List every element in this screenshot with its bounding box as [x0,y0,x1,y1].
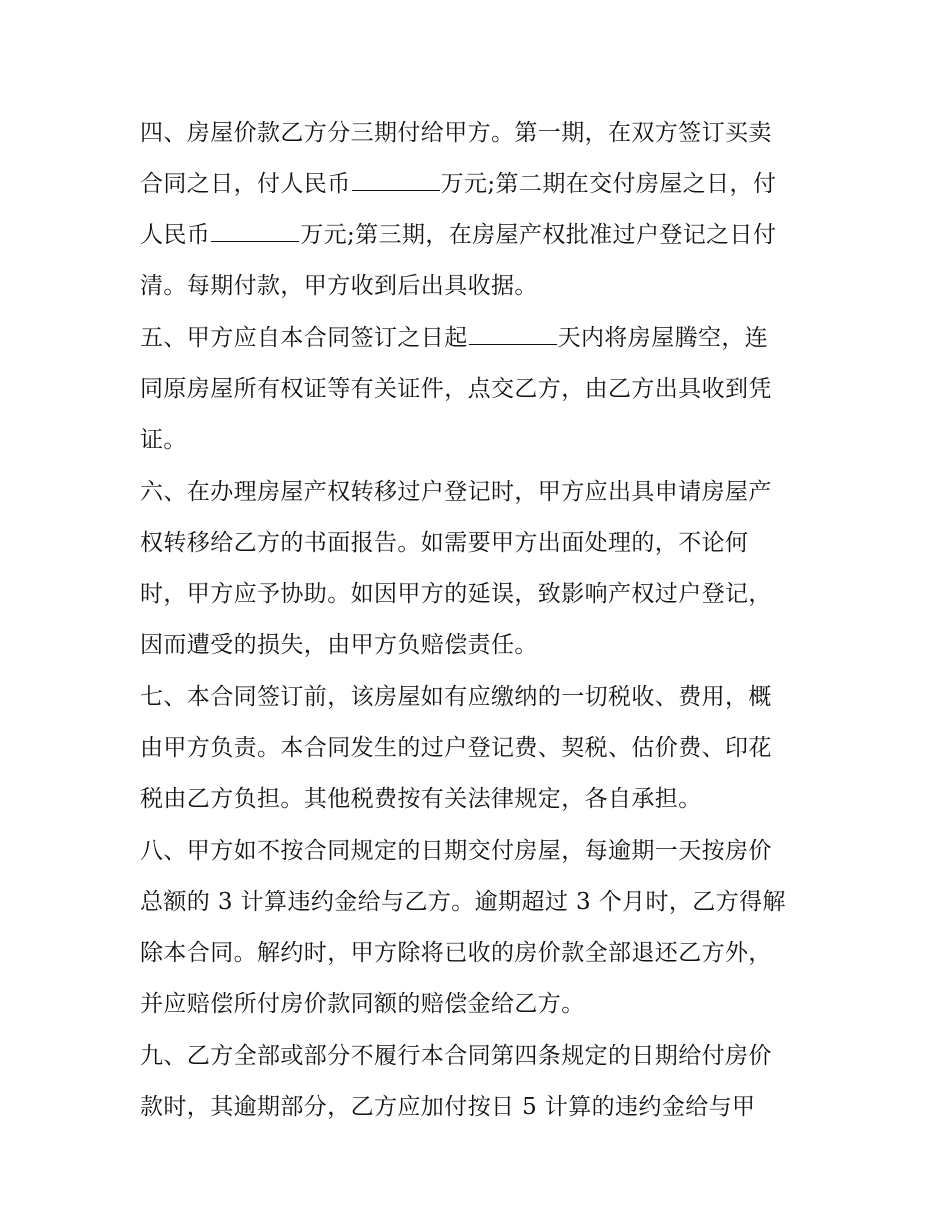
text-line [140,826,820,877]
clause-9-paragraph [140,1031,820,1133]
fill-in-blank [352,172,440,191]
clause-7-paragraph [140,672,820,825]
text-line [140,928,820,979]
text-line [140,774,820,825]
text-segment: 同原房屋所有权证等有关证件，点交乙方，由乙方出具收到凭 [140,376,772,402]
text-segment: 七、本合同签订前，该房屋如有应缴纳的一切税收、费用，概 [140,684,772,710]
clause-8-paragraph [140,826,820,1030]
fill-in-blank [469,326,557,345]
text-segment: 由甲方负责。本合同发生的过户登记费、契税、估价费、印花 [140,735,772,761]
text-line [140,1082,820,1133]
text-segment: 万元;第三期，在房屋产权批准过户登记之日付 [300,222,777,248]
text-line [140,261,820,312]
text-segment: 六、在办理房屋产权转移过户登记时，甲方应出具申请房屋产 [140,479,772,505]
text-segment: 清。每期付款，甲方收到后出具收据。 [140,273,538,299]
text-line [140,723,820,774]
text-line [140,620,820,671]
text-line [140,518,820,569]
text-line [140,364,820,415]
clause-5-paragraph [140,313,820,466]
text-segment: 除本合同。解约时，甲方除将已收的房价款全部退还乙方外， [140,940,772,966]
text-line [140,467,820,518]
text-line [140,569,820,620]
text-segment: 合同之日，付人民币 [140,171,351,197]
text-segment: 四、房屋价款乙方分三期付给甲方。第一期，在双方签订买卖 [140,120,772,146]
text-line [140,210,820,261]
clause-4-paragraph [140,108,820,312]
text-line [140,159,820,210]
clause-6-paragraph [140,467,820,671]
fill-in-blank [211,223,299,242]
text-segment: 并应赔偿所付房价款同额的赔偿金给乙方。 [140,991,585,1017]
text-segment: 总额的 3 计算违约金给与乙方。逾期超过 3 个月时，乙方得解 [140,889,786,915]
text-line [140,672,820,723]
text-segment: 款时，其逾期部分，乙方应加付按日 5 计算的违约金给与甲 [140,1094,756,1120]
text-segment: 时，甲方应予协助。如因甲方的延误，致影响产权过户登记， [140,581,772,607]
text-line [140,108,820,159]
text-segment: 万元;第二期在交付房屋之日，付 [440,171,777,197]
text-line [140,979,820,1030]
document-page [140,108,820,1134]
text-segment: 证。 [140,427,187,453]
text-segment: 权转移给乙方的书面报告。如需要甲方出面处理的，不论何 [140,530,749,556]
text-segment: 因而遭受的损失，由甲方负赔偿责任。 [140,632,538,658]
text-segment: 五、甲方应自本合同签订之日起 [140,325,468,351]
text-segment: 九、乙方全部或部分不履行本合同第四条规定的日期给付房价 [140,1043,772,1069]
text-segment: 人民币 [140,222,211,248]
text-line [140,1031,820,1082]
text-segment: 天内将房屋腾空，连 [557,325,769,351]
text-segment: 八、甲方如不按合同规定的日期交付房屋，每逾期一天按房价 [140,838,772,864]
text-segment: 税由乙方负担。其他税费按有关法律规定，各自承担。 [140,786,702,812]
text-line [140,877,820,928]
text-line [140,313,820,364]
text-line [140,415,820,466]
